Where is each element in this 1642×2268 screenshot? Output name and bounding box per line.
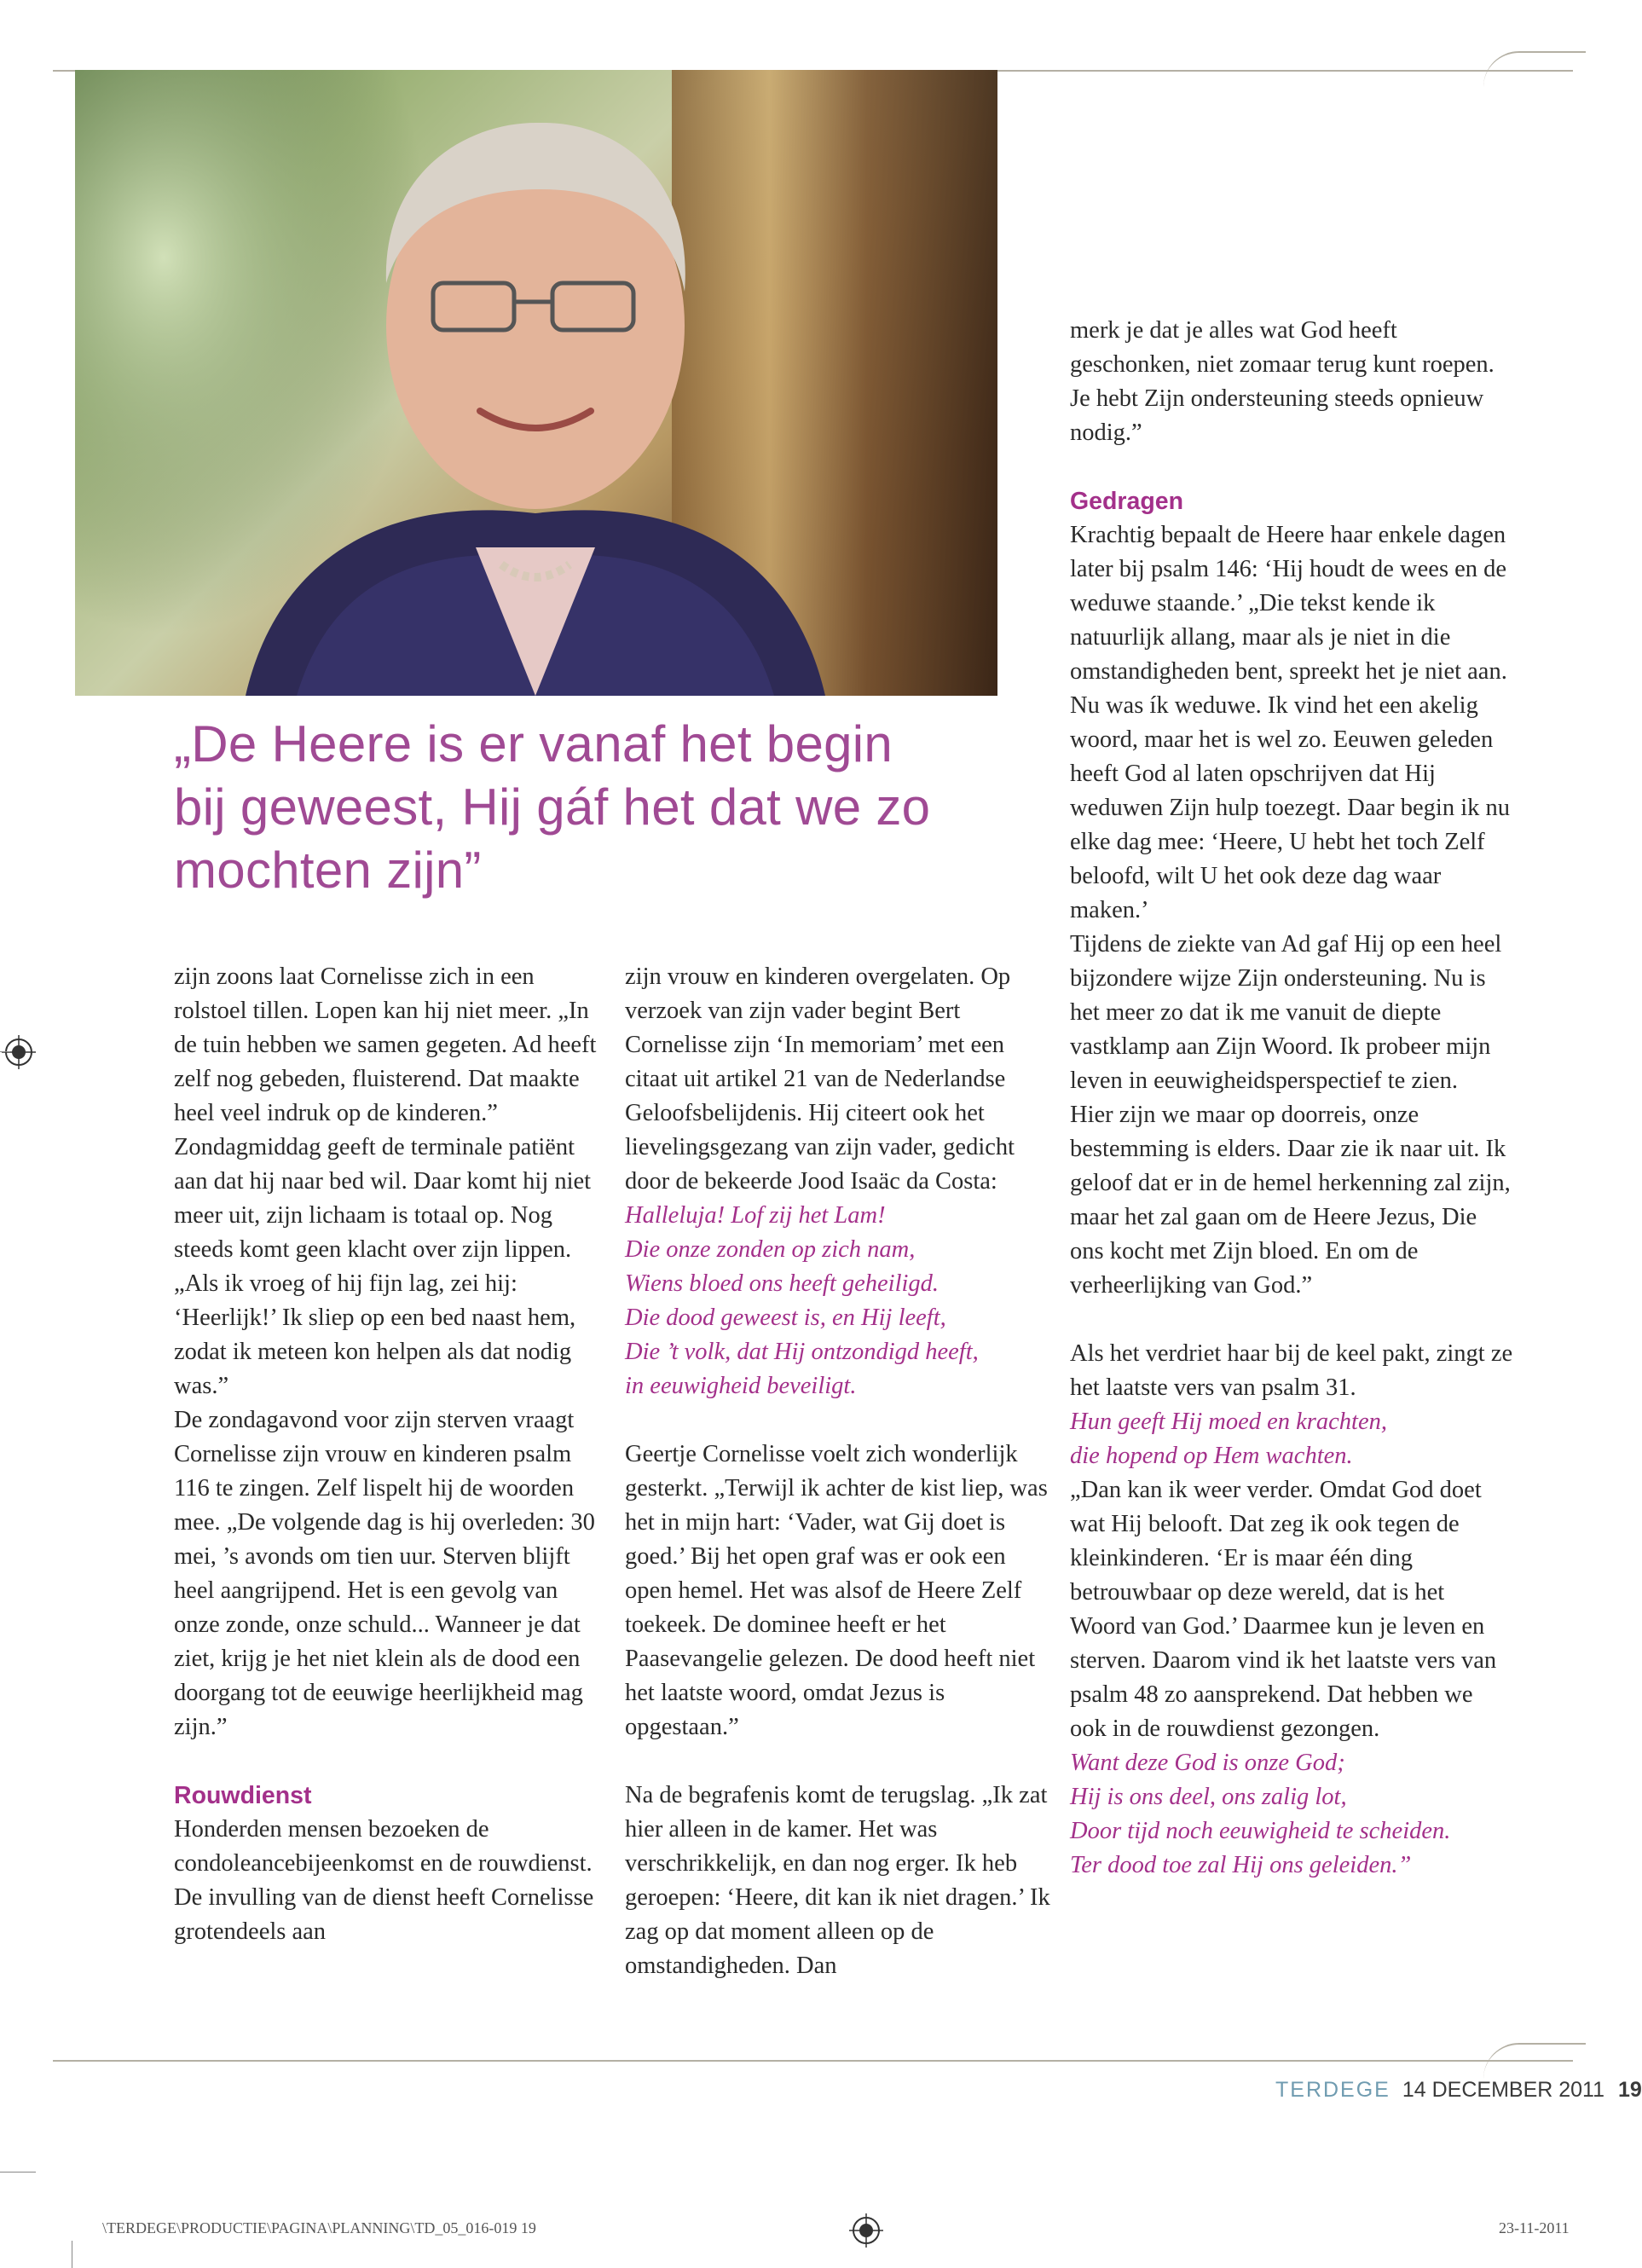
portrait-photo (75, 70, 997, 696)
paragraph: zijn zoons laat Cornelisse zich in een rolstoel tillen. Lopen kan hij niet meer. „In de tuin hebben we samen gegeten. Ad heeft zelf nog gebeden, fluisterend. Dat maakte heel veel indruk op de kinderen.” (174, 963, 597, 1126)
section-heading-gedragen: Gedragen (1070, 488, 1184, 515)
verse-line: Die dood geweest is, en Hij leeft, (625, 1305, 946, 1331)
paragraph: zijn vrouw en kinderen overgelaten. Op verzoek van zijn vader begint Bert Cornelisse zijn ‘In memoriam’ met een citaat uit artikel 21 van de Nederlandse Geloofsbelijdenis. Hij citeert ook het lievelingsgezang van zijn vader, gedicht door de bekeerde Jood Isaäc da Costa: (625, 963, 1015, 1195)
paragraph: Honderden mensen bezoeken de condoleancebijeenkomst en de rouwdienst. De invulling van de dienst heeft Cornelisse grotendeels aan (174, 1816, 594, 1945)
pull-quote: „De Heere is er vanaf het begin bij geweest, Hij gáf het dat we zo mochten zijn” (174, 715, 931, 899)
verse-line: Want deze God is onze God; (1070, 1750, 1345, 1776)
verse-line: Die ’t volk, dat Hij ontzondigd heeft, (625, 1339, 979, 1365)
paragraph-gap (1070, 450, 1513, 484)
verse-line: die hopend op Hem wachten. (1070, 1443, 1353, 1469)
paragraph-gap (625, 1403, 1051, 1438)
paragraph-gap (1070, 1303, 1513, 1337)
paragraph-gap (625, 1744, 1051, 1779)
page-number: 19 (1618, 2078, 1642, 2102)
verse-line: Ter dood toe zal Hij ons geleiden.” (1070, 1852, 1412, 1878)
crop-mark (0, 1051, 10, 1052)
verse-line: Hun geeft Hij moed en krachten, (1070, 1409, 1387, 1435)
printer-slug-path: \TERDEGE\PRODUCTIE\PAGINA\PLANNING\TD_05_016-019 19 (102, 2219, 536, 2236)
crop-mark (0, 2172, 36, 2173)
verse-line: Hij is ons deel, ons zalig lot, (1070, 1784, 1347, 1810)
top-rule-curve (1483, 51, 1586, 87)
paragraph: „Dan kan ik weer verder. Omdat God doet wat Hij belooft. Dat zeg ik ook tegen de kleinkinderen. ‘Er is maar één ding betrouwbaar op deze wereld, dat is het Woord van God.’ Daarmee kun je leven en sterven. Daarom vind ik het laatste vers van psalm 48 zo aansprekend. Dat hebben we ook in de rouwdienst gezongen. (1070, 1477, 1497, 1742)
bottom-rule-curve (1483, 2043, 1586, 2079)
verse-line: Door tijd noch eeuwigheid te scheiden. (1070, 1818, 1451, 1844)
article-column-1 (174, 960, 600, 1949)
registration-mark-icon (849, 2213, 883, 2248)
article-column-2 (625, 960, 1051, 1983)
verse-line: Wiens bloed ons heeft geheiligd. (625, 1270, 940, 1297)
paragraph: Zondagmiddag geeft de terminale patiënt aan dat hij naar bed wil. Daar komt hij niet meer uit, zijn lichaam is totaal op. Nog steeds komt geen klacht over zijn lippen. „Als ik vroeg of hij fijn lag, zei hij: ‘Heerlijk!’ Ik sliep op een bed naast hem, zodat ik meteen kon helpen als dat nodig was.” (174, 1134, 592, 1399)
issue-date: 14 DECEMBER 2011 (1402, 2078, 1605, 2102)
magazine-name: TERDEGE (1275, 2078, 1390, 2102)
bottom-rule (53, 2060, 1573, 2062)
section-heading-rouwdienst: Rouwdienst (174, 1782, 312, 1809)
paragraph: Tijdens de ziekte van Ad gaf Hij op een heel bijzondere wijze Zijn ondersteuning. Nu is het meer zo dat ik me vanuit de diepte vastklamp aan Zijn Woord. Ik probeer mijn leven in eeuwigheidsperspectief te zien. (1070, 931, 1502, 1094)
paragraph: Hier zijn we maar op doorreis, onze bestemming is elders. Daar zie ik naar uit. Ik geloof dat er in de hemel herkenning zal zijn, maar het zal gaan om de Heere Jezus, Die ons kocht met Zijn bloed. En om de verheerlijking van God.” (1070, 1102, 1511, 1299)
registration-mark-icon (2, 1035, 36, 1069)
paragraph: Geertje Cornelisse voelt zich wonderlijk gesterkt. „Terwijl ik achter de kist liep, was het in mijn hart: ‘Vader, wat Gij doet is goed.’ Bij het open graf was er ook een open hemel. Het was alsof de Heere Zelf toekeek. De dominee heeft er het Paasevangelie gelezen. De dood heeft niet het laatste woord, omdat Jezus is opgestaan.” (625, 1441, 1048, 1740)
page-footer (1275, 2078, 1642, 2103)
paragraph: merk je dat je alles wat God heeft geschonken, niet zomaar terug kunt roepen. Je hebt Zijn ondersteuning steeds opnieuw nodig.” (1070, 317, 1495, 446)
paragraph: Krachtig bepaalt de Heere haar enkele dagen later bij psalm 146: ‘Hij houdt de wees en de weduwe staande.’ „Die tekst kende ik natuurlijk allang, maar als je niet in die omstandigheden bent, spreekt het je niet aan. Nu was ík weduwe. Ik vind het een akelig woord, maar het is wel zo. Eeuwen geleden heeft God al laten opschrijven dat Hij weduwen Zijn hulp toezegt. Daar begin ik nu elke dag mee: ‘Heere, U hebt het toch Zelf beloofd, wilt U het ook deze dag waar maken.’ (1070, 522, 1511, 923)
printer-slug-date: 23-11-2011 (1499, 2219, 1570, 2236)
verse-line: Die onze zonden op zich nam, (625, 1236, 916, 1263)
verse-line: in eeuwigheid beveiligt. (625, 1373, 857, 1399)
paragraph: Als het verdriet haar bij de keel pakt, zingt ze het laatste vers van psalm 31. (1070, 1340, 1513, 1401)
paragraph-gap (174, 1744, 600, 1779)
verse-line: Halleluja! Lof zij het Lam! (625, 1202, 886, 1229)
paragraph: Na de begrafenis komt de terugslag. „Ik zat hier alleen in de kamer. Het was verschrikkelijk, en dan nog erger. Ik heb geroepen: ‘Heere, dit kan ik niet dragen.’ Ik zag op dat moment alleen op de omstandigheden. Dan (625, 1782, 1050, 1979)
article-column-3 (1070, 314, 1513, 1883)
paragraph: De zondagavond voor zijn sterven vraagt Cornelisse zijn vrouw en kinderen psalm 116 te zingen. Zelf lispelt hij de woorden mee. „De volgende dag is hij overleden: 30 mei, ’s avonds om tien uur. Sterven blijft heel aangrijpend. Het is een gevolg van onze zonde, onze schuld... Wanneer je dat ziet, krijg je het niet klein als de dood een doorgang tot de eeuwige heerlijkheid mag zijn.” (174, 1407, 595, 1740)
